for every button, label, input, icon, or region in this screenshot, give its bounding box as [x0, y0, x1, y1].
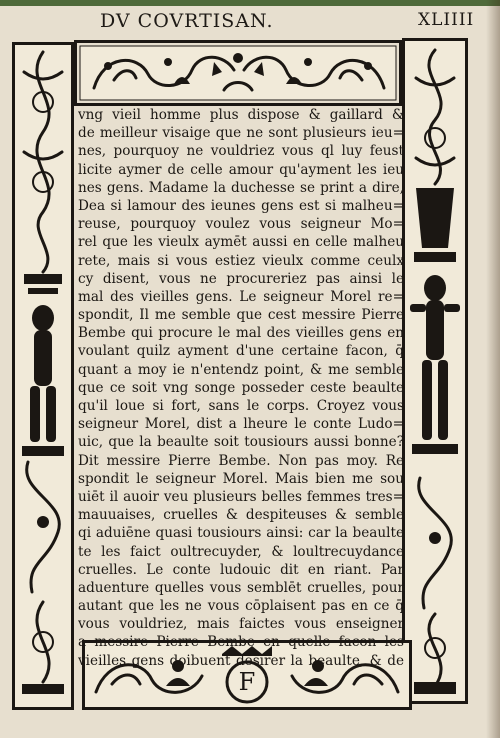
text-line: vng vieil homme plus dispose & gaillard & [78, 107, 404, 123]
text-line: qu'il loue si fort, sans le corps. Croyez vous [78, 398, 404, 414]
page-gutter-shadow [486, 0, 500, 738]
woodcut-right-border [402, 38, 468, 704]
text-line: que ce soit vng songe posseder ceste beaulte [78, 379, 404, 396]
ornamental-initial: F [238, 668, 256, 696]
folio-number: XLIIII [418, 10, 475, 30]
text-line: seigneur Morel, dist a lheure le conte Ludo= [78, 416, 404, 433]
text-line: uic, que la beaulte soit tousiours aussi bonne? [78, 434, 404, 451]
woodcut-headpiece [74, 40, 402, 106]
text-line: mal des vieilles gens. Le seigneur Morel re= [78, 288, 404, 305]
text-line: autant que les ne vous cōplaisent pas en ce q̄ [78, 598, 404, 615]
text-line: voulant quilz ayment d'une certaine facon, q̄ [78, 343, 404, 360]
woodcut-left-border [12, 42, 74, 710]
text-line: reuse, pourquoy voulez vous seigneur Mo= [78, 216, 404, 233]
text-line: vous vouldriez, mais faictes vous enseigner [78, 616, 404, 633]
running-head: DV COVRTISAN. [100, 10, 274, 32]
text-line: licite aymer de celle amour qu'ayment les ieu [78, 161, 404, 178]
text-line: rete, mais si vous estiez vieulx comme ceulx [78, 252, 404, 269]
text-line: te les faict oultrecuyder, & loultrecuydance [78, 543, 404, 560]
text-line: Dit messire Pierre Bembe. Non pas moy. Re [78, 452, 404, 469]
text-line: aduenture quelles vous semblēt cruelles, pour [78, 579, 404, 596]
text-line: qi aduiēne quasi tousiours ainsi: car la beaulte [78, 525, 404, 542]
text-line: rel que les vieulx aymēt aussi en celle malheu [78, 234, 404, 251]
text-line: vieilles gens doibuent desirer la beaulte, & de [78, 652, 404, 669]
text-line: cy disent, vous ne procureriez pas ainsi le [78, 270, 404, 287]
page-top-edge [0, 0, 500, 6]
text-line: spondit, Il me semble que cest messire Pierre [78, 307, 404, 324]
text-line: Dea si lamour des ieunes gens est si malheu= [78, 197, 404, 214]
text-line: a messire Pierre Bembe en quelle facon les [78, 634, 404, 651]
text-line: nes gens. Madame la duchesse se print a dire, [78, 179, 404, 196]
text-line: uiēt il auoir veu plusieurs belles femmes tres= [78, 488, 404, 505]
text-line: mauuaises, cruelles & despiteuses & semble [78, 507, 404, 524]
text-line: de meilleur visaige que ne sont plusieurs ieu= [78, 125, 404, 142]
text-line: Bembe qui procure le mal des vieilles gens en [78, 325, 404, 342]
body-text [78, 106, 404, 669]
text-line: quant a moy ie n'entendz point, & me semble [78, 361, 404, 378]
text-line: cruelles. Le conte ludouic dit en riant. Par [78, 561, 404, 578]
text-line: spondit le seigneur Morel. Mais bien me sou [78, 470, 404, 487]
text-line: nes, pourquoy ne vouldriez vous ql luy feust [78, 143, 404, 160]
